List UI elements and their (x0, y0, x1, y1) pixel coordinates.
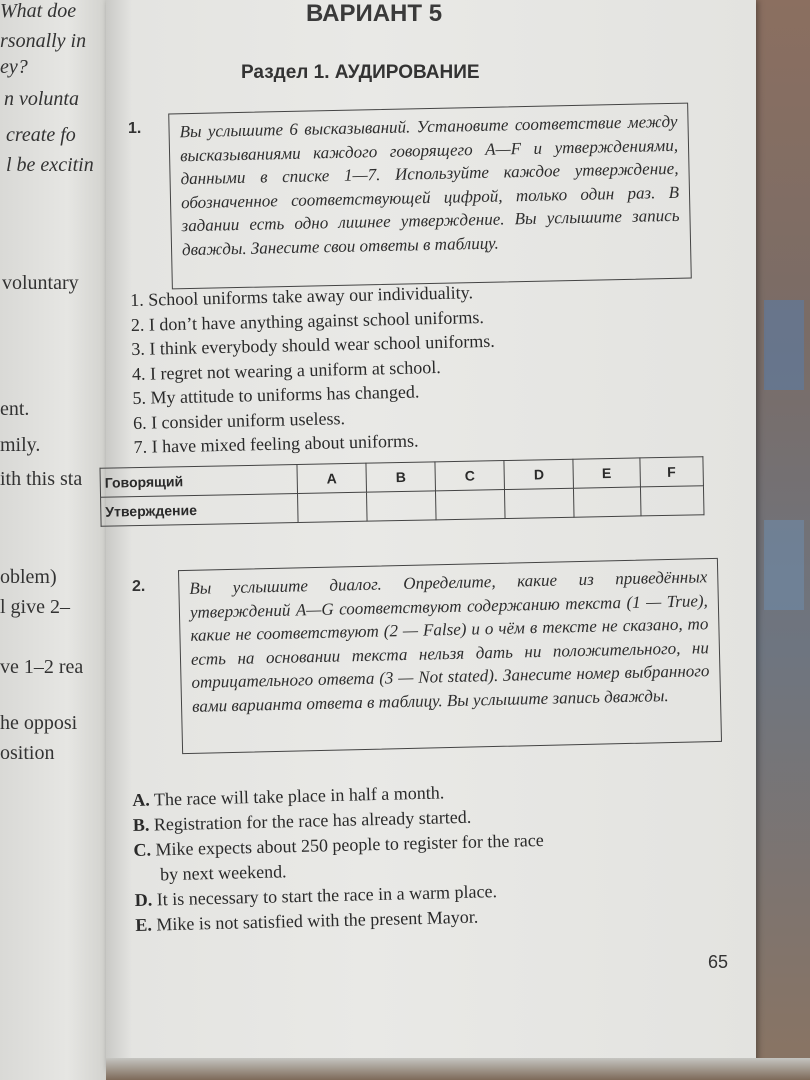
task1-instruction-box (168, 103, 692, 290)
left-page-fragment: rsonally in (0, 30, 87, 52)
column-header: A (297, 463, 367, 493)
statement-item: by next weekend. (159, 861, 287, 885)
statement-item: C. Mike expects about 250 people to register for the race (133, 829, 544, 860)
column-header: F (639, 457, 703, 487)
statement-item: 3. I think everybody should wear school uniforms. (131, 330, 495, 359)
row-label-speaker: Говорящий (100, 465, 298, 498)
task2-instruction-box (178, 558, 722, 754)
answer-cell[interactable] (367, 491, 437, 521)
left-page-fragment: l be excitin (6, 154, 94, 176)
left-page-fragment: n volunta (4, 88, 79, 110)
left-page-fragment: he opposi (0, 712, 78, 734)
left-page-fragment: osition (0, 742, 55, 764)
answer-cell[interactable] (436, 490, 506, 520)
background-surface (756, 0, 810, 1080)
column-header: D (504, 459, 574, 489)
left-page-fragment: mily. (0, 434, 41, 456)
left-page-fragment: voluntary (2, 272, 79, 294)
statement-item: 5. My attitude to uniforms has changed. (132, 381, 420, 408)
task1-number: 1. (128, 120, 142, 137)
task2-statement-list (132, 778, 546, 938)
page-bottom-edge (106, 1058, 810, 1080)
section-title: Раздел 1. АУДИРОВАНИЕ (241, 62, 480, 83)
row-label-statement: Утверждение (101, 494, 299, 527)
left-page-fragment: ent. (0, 398, 30, 420)
statement-item: 1. School uniforms take away our individuality. (130, 282, 474, 310)
statement-item: D. It is necessary to start the race in a warm place. (134, 881, 498, 910)
task1-statement-list (130, 280, 497, 460)
statement-item: 2. I don’t have anything against school uniforms. (130, 306, 485, 335)
task2-instruction: Вы услышите диалог. Определите, какие из приведённых утверждений A—G соответствуют содержанию текста (1 — True), какие не соответствуют (2 — False) и о чём в тексте не сказано, то есть на основании текста нельзя дать ни положительного, ни отрицательного ответа (3 — Not stated). Занесите номер выбранного вами варианта ответа в таблицу. Вы услышите запись дважды. (189, 567, 710, 716)
statement-item: 7. I have mixed feeling about uniforms. (133, 430, 419, 457)
answer-cell[interactable] (505, 488, 575, 518)
answer-cell[interactable] (640, 486, 704, 516)
task1-instruction: Вы услышите 6 высказываний. Установите соответствие между высказываниями каждого говорящего A—F и утверждениями, данными в списке 1—7. Используйте каждое утверждение, обозначенное соответствующей цифрой, только один раз. В задании есть одно лишнее утверждение. Вы услышите запись дважды. Занесите свои ответы в таблицу. (179, 111, 680, 259)
answer-table (99, 456, 704, 527)
task2-number: 2. (132, 578, 146, 595)
left-page-fragment: create fo (6, 124, 76, 146)
variant-title: ВАРИАНТ 5 (306, 0, 443, 27)
statement-item: A. The race will take place in half a month. (132, 782, 445, 810)
previous-page (0, 0, 112, 1080)
column-header: C (435, 461, 505, 491)
page-number: 65 (708, 952, 729, 972)
left-page-fragment: oblem) (0, 566, 57, 588)
statement-item: B. Registration for the race has already started. (132, 806, 472, 835)
column-header: B (366, 462, 436, 492)
left-page-fragment: ith this sta (0, 468, 83, 490)
left-page-fragment: l give 2– (0, 596, 70, 618)
column-header: E (573, 458, 640, 488)
answer-cell[interactable] (298, 492, 368, 522)
left-page-fragment: ey? (0, 56, 28, 78)
left-page-fragment: What doe (0, 0, 77, 22)
statement-item: 4. I regret not wearing a uniform at school. (131, 356, 441, 384)
statement-item: E. Mike is not satisfied with the present Mayor. (135, 906, 479, 935)
statement-item: 6. I consider uniform useless. (132, 407, 346, 433)
answer-cell[interactable] (574, 487, 641, 517)
left-page-fragment: ve 1–2 rea (0, 656, 84, 678)
